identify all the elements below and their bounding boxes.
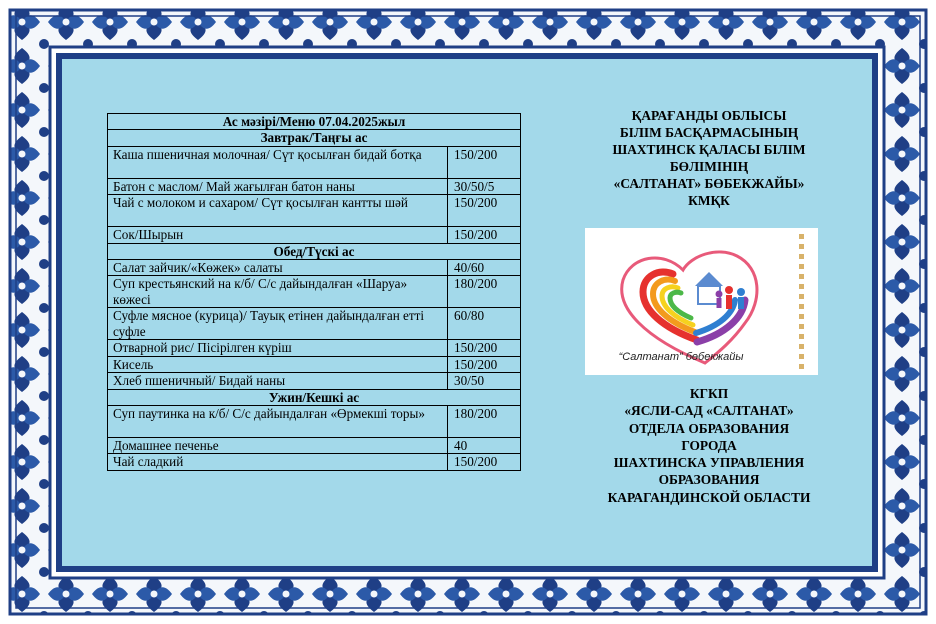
table-row: [108, 340, 521, 356]
org-kz-line: ҚАРАҒАНДЫ ОБЛЫСЫ: [631, 108, 787, 123]
org-kz-line: БІЛІМ БАСҚАРМАСЫНЫҢ: [619, 125, 799, 140]
table-row: [108, 438, 521, 454]
table-row: [108, 260, 521, 276]
dish-name: Сок/Шырын: [108, 227, 448, 243]
section-header-row: [108, 389, 521, 405]
org-name-russian: [575, 385, 843, 506]
section-breakfast: Завтрак/Таңғы ас: [108, 130, 521, 146]
menu-table: [107, 113, 521, 471]
org-name-kazakh: [575, 107, 843, 209]
dish-name: Суфле мясное (курица)/ Тауық етінен дайындалған етті суфле: [108, 308, 448, 340]
dish-name: Домашнее печенье: [108, 438, 448, 454]
table-row: [108, 195, 521, 227]
table-row: [108, 178, 521, 194]
table-row: [108, 406, 521, 438]
dish-portion: 180/200: [448, 276, 521, 308]
heart-rainbow-logo-icon: [585, 228, 818, 375]
org-ru-line: КГКП: [689, 386, 729, 401]
org-ru-line: КАРАГАНДИНСКОЙ ОБЛАСТИ: [607, 489, 811, 505]
table-row: [108, 276, 521, 308]
table-row: [108, 227, 521, 243]
table-row: [108, 373, 521, 389]
dish-portion: 150/200: [448, 146, 521, 178]
dish-name: Батон с маслом/ Май жағылған батон наны: [108, 178, 448, 194]
dish-name: Чай с молоком и сахаром/ Сүт қосылған кантты шәй: [108, 195, 448, 227]
org-ru-line: ШАХТИНСКА УПРАВЛЕНИЯ: [613, 455, 805, 471]
org-kz-line: БӨЛІМІНІҢ: [669, 159, 749, 174]
dish-portion: 150/200: [448, 340, 521, 356]
dish-portion: 150/200: [448, 356, 521, 372]
dish-name: Каша пшеничная молочная/ Сүт қосылған бидай ботқа: [108, 146, 448, 178]
org-ru-line: ГОРОДА: [681, 437, 737, 453]
dish-name: Хлеб пшеничный/ Бидай наны: [108, 373, 448, 389]
dish-portion: 60/80: [448, 308, 521, 340]
dish-portion: 30/50: [448, 373, 521, 389]
table-row: [108, 454, 521, 470]
dish-portion: 180/200: [448, 406, 521, 438]
table-row: [108, 308, 521, 340]
dish-name: Салат зайчик/«Көжек» салаты: [108, 260, 448, 276]
org-kz-line: ШАХТИНСК ҚАЛАСЫ БІЛІМ: [612, 142, 806, 157]
dish-name: Суп паутинка на к/б/ С/с дайындалған «Өрмекші торы»: [108, 406, 448, 438]
logo-caption: “Салтанат” бөбекжайы: [618, 351, 744, 363]
section-header-row: [108, 243, 521, 259]
dish-portion: 40: [448, 438, 521, 454]
dish-portion: 150/200: [448, 195, 521, 227]
dish-portion: 30/50/5: [448, 178, 521, 194]
section-dinner: Ужин/Кешкі ас: [108, 389, 521, 405]
org-ru-line: ОБРАЗОВАНИЯ: [658, 472, 760, 488]
menu-title-row: [108, 114, 521, 130]
dish-name: Суп крестьянский на к/б/ С/с дайындалған «Шаруа» көжесі: [108, 276, 448, 308]
org-kz-line: КМҚК: [688, 193, 730, 208]
dish-portion: 150/200: [448, 227, 521, 243]
kindergarten-logo: [585, 228, 818, 375]
section-header-row: [108, 130, 521, 146]
section-lunch: Обед/Түскі ас: [108, 243, 521, 259]
table-row: [108, 146, 521, 178]
dish-portion: 40/60: [448, 260, 521, 276]
org-ru-line: ОТДЕЛА ОБРАЗОВАНИЯ: [628, 420, 790, 436]
dish-portion: 150/200: [448, 454, 521, 470]
org-kz-line: «САЛТАНАТ» БӨБЕКЖАЙЫ»: [613, 176, 805, 191]
dish-name: Чай сладкий: [108, 454, 448, 470]
table-row: [108, 356, 521, 372]
org-ru-line: «ЯСЛИ-САД «САЛТАНАТ»: [624, 403, 794, 419]
dish-name: Отварной рис/ Пісірілген күріш: [108, 340, 448, 356]
menu-title: Ас мәзірі/Меню 07.04.2025жыл: [108, 114, 521, 130]
dish-name: Кисель: [108, 356, 448, 372]
